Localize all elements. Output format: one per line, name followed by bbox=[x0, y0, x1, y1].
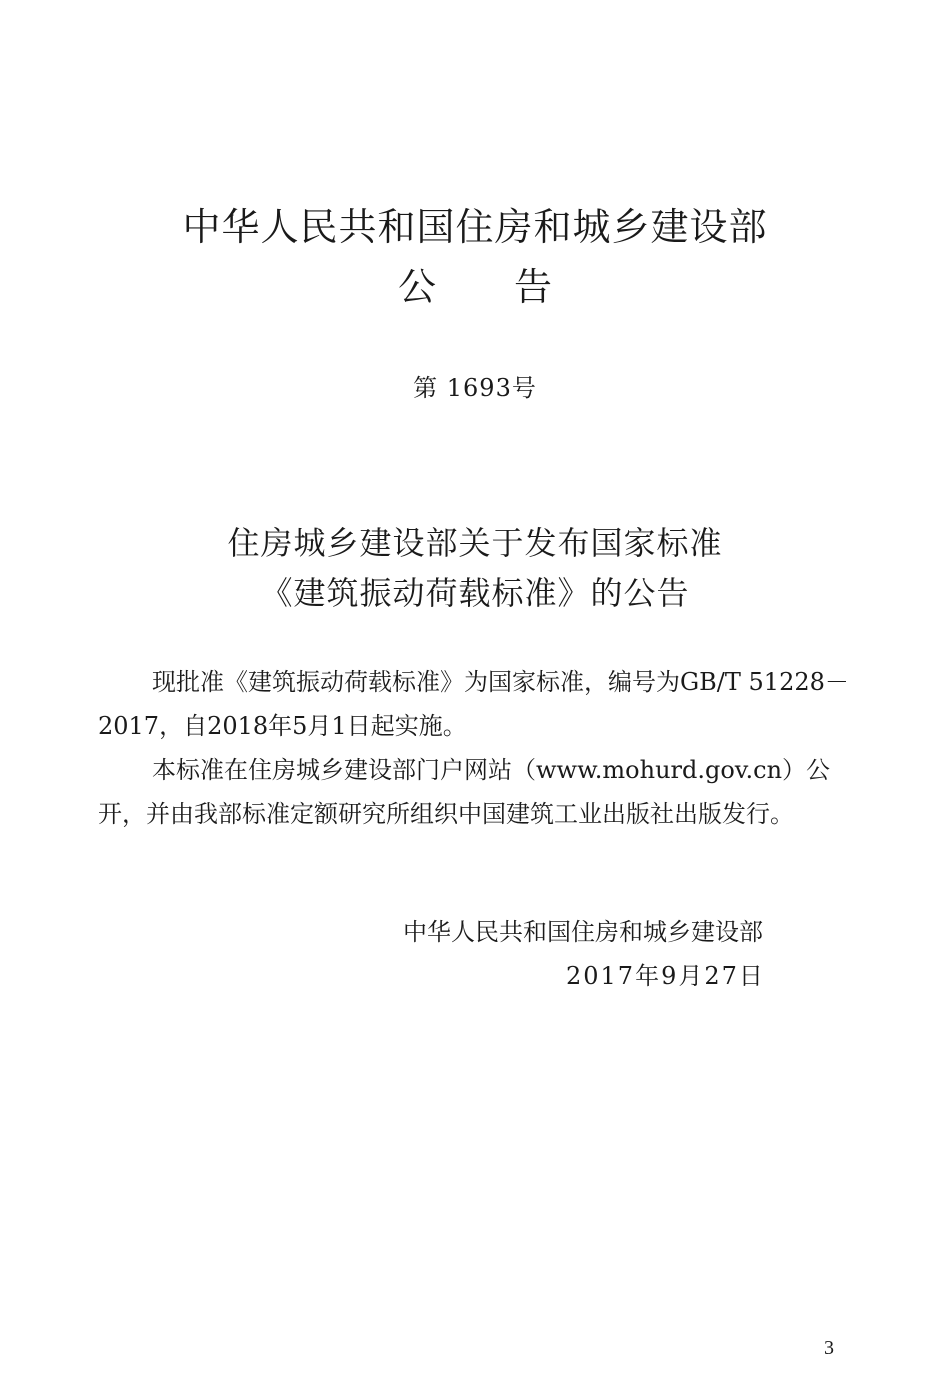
page-number: 3 bbox=[824, 1337, 834, 1359]
body-paragraph-1: 现批准《建筑振动荷载标准》为国家标准，编号为GB/T 51228－2017，自2018年5月1日起实施。 bbox=[98, 668, 849, 740]
notice-number: 第 1693号 bbox=[413, 374, 537, 402]
notice-title-char-1: 公 bbox=[397, 265, 436, 309]
signature-date: 2017年9月27日 bbox=[566, 962, 765, 990]
ministry-title: 中华人民共和国住房和城乡建设部 bbox=[182, 205, 768, 249]
announcement-heading-line-2: 《建筑振动荷载标准》的公告 bbox=[260, 574, 690, 612]
signature-organization: 中华人民共和国住房和城乡建设部 bbox=[403, 918, 763, 946]
announcement-heading-line-1: 住房城乡建设部关于发布国家标准 bbox=[227, 524, 723, 562]
body-paragraph-2: 本标准在住房城乡建设部门户网站（www.mohurd.gov.cn）公开，并由我部标准定额研究所组织中国建筑工业出版社出版发行。 bbox=[98, 756, 831, 828]
notice-title bbox=[0, 256, 950, 311]
notice-title-char-2: 告 bbox=[514, 265, 553, 309]
